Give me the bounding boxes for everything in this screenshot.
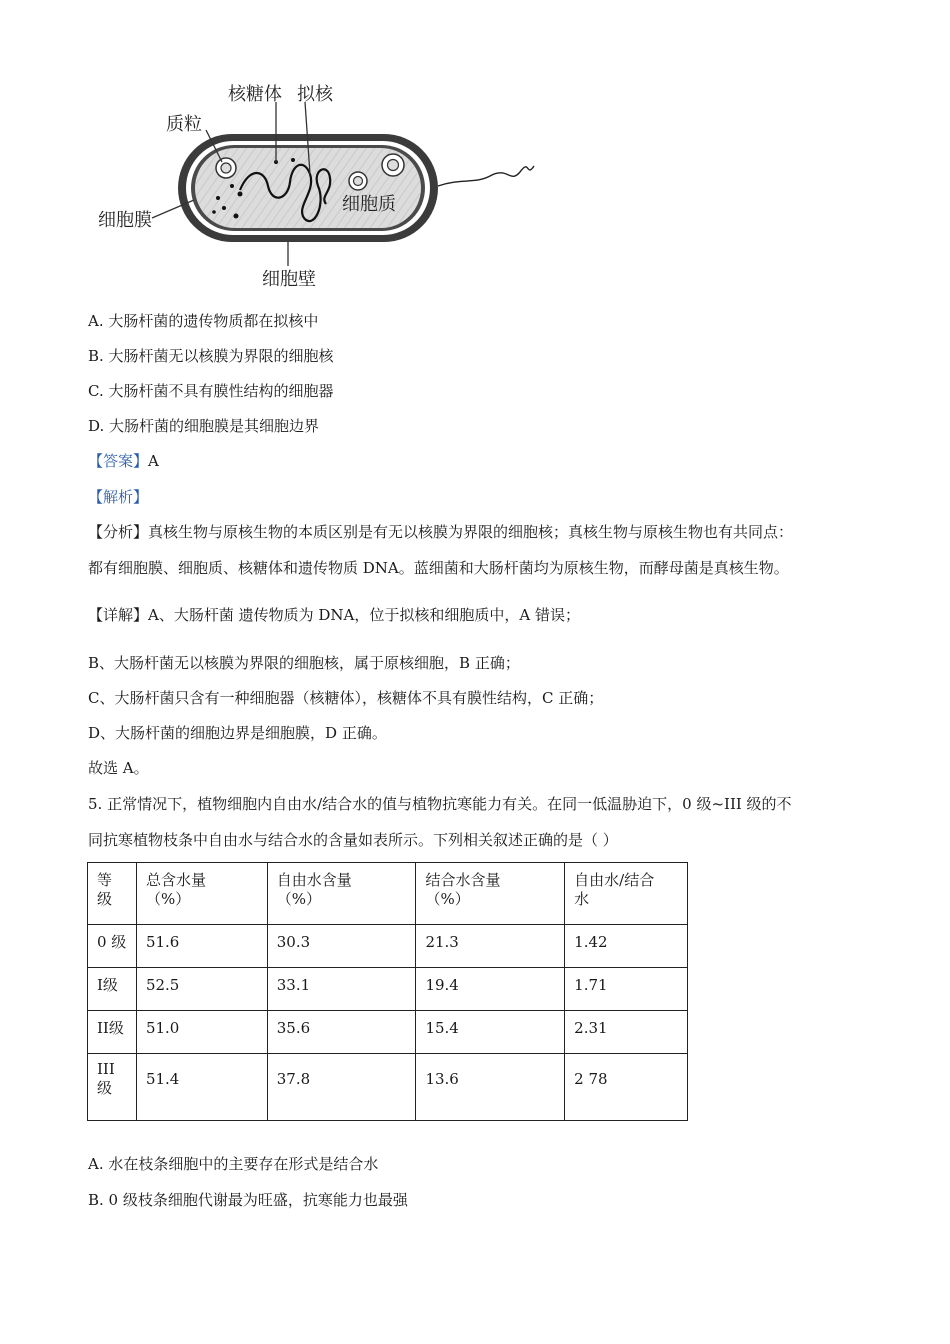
- q5-stem-1: 5. 正常情况下，植物细胞内自由水/结合水的值与植物抗寒能力有关。在同一低温胁迫下，0 级~III 级的不: [88, 795, 792, 813]
- header-cell: 结合水含量 （%）: [416, 863, 565, 925]
- bacterium-diagram: [90, 78, 560, 293]
- xiangjie-line-a: [88, 605, 580, 625]
- header-cell: 总含水量 （%）: [136, 863, 267, 925]
- fenxi-line-1: [88, 522, 793, 542]
- table-row: [88, 925, 688, 968]
- xiangjie-line-b: B、大肠杆菌无以核膜为界限的细胞核，属于原核细胞，B 正确；: [88, 654, 520, 672]
- table-cell: 37.8: [267, 1054, 416, 1121]
- table-cell: 35.6: [267, 1011, 416, 1054]
- flagellum: [438, 166, 534, 186]
- header-cell: 等 级: [88, 863, 137, 925]
- table-cell: I级: [88, 968, 137, 1011]
- table-cell: 51.6: [136, 925, 267, 968]
- label-cell-membrane: 细胞膜: [98, 210, 152, 231]
- fenxi-tag: 【分析】: [88, 523, 149, 541]
- table-cell: 52.5: [136, 968, 267, 1011]
- q4-option-d: D. 大肠杆菌的细胞膜是其细胞边界: [88, 417, 320, 435]
- table-cell: 1.42: [565, 925, 688, 968]
- q4-option-c: C. 大肠杆菌不具有膜性结构的细胞器: [88, 382, 334, 400]
- conclusion: 故选 A。: [88, 759, 149, 777]
- table-cell: 2.31: [565, 1011, 688, 1054]
- xiangjie-line-d: D、大肠杆菌的细胞边界是细胞膜，D 正确。: [88, 724, 387, 742]
- header-cell: 自由水含量 （%）: [267, 863, 416, 925]
- fenxi-text-1: 真核生物与原核生物的本质区别是有无以核膜为界限的细胞核；真核生物与原核生物也有共同点：: [148, 523, 794, 541]
- label-cytoplasm: 细胞质: [342, 194, 396, 215]
- table-cell: 13.6: [416, 1054, 565, 1121]
- xiangjie-line-c: C、大肠杆菌只含有一种细胞器（核糖体），核糖体不具有膜性结构，C 正确；: [88, 689, 604, 707]
- table-header-row: [88, 863, 688, 925]
- header-cell: 自由水/结合 水: [565, 863, 688, 925]
- table-cell: 33.1: [267, 968, 416, 1011]
- table-cell: 15.4: [416, 1011, 565, 1054]
- answer-value: A: [148, 452, 159, 470]
- q5-option-a: A. 水在枝条细胞中的主要存在形式是结合水: [88, 1155, 379, 1173]
- table-cell: 19.4: [416, 968, 565, 1011]
- water-content-table: [87, 862, 688, 1121]
- q5-option-b: B. 0 级枝条细胞代谢最为旺盛，抗寒能力也最强: [88, 1191, 408, 1209]
- analysis-tag: 【解析】: [88, 488, 149, 506]
- answer-tag: 【答案】: [88, 452, 149, 470]
- table-cell: 30.3: [267, 925, 416, 968]
- table-cell: III 级: [88, 1054, 137, 1121]
- table-row: [88, 968, 688, 1011]
- table-cell: 1.71: [565, 968, 688, 1011]
- table-row: [88, 1054, 688, 1121]
- q5-stem-2: 同抗寒植物枝条中自由水与结合水的含量如表所示。下列相关叙述正确的是（ ）: [88, 831, 618, 849]
- label-ribosome: 核糖体: [228, 84, 282, 105]
- table-row: [88, 1011, 688, 1054]
- table-cell: II级: [88, 1011, 137, 1054]
- table-cell: 21.3: [416, 925, 565, 968]
- xiangjie-tag: 【详解】: [88, 606, 149, 624]
- table-cell: 0 级: [88, 925, 137, 968]
- analysis-heading: [88, 487, 148, 507]
- answer-line: [88, 451, 159, 471]
- label-plasmid: 质粒: [166, 114, 202, 135]
- q4-option-b: B. 大肠杆菌无以核膜为界限的细胞核: [88, 347, 334, 365]
- table-cell: 51.0: [136, 1011, 267, 1054]
- xiangjie-text-a: A、大肠杆菌 遗传物质为 DNA，位于拟核和细胞质中，A 错误；: [148, 606, 580, 624]
- table-cell: 51.4: [136, 1054, 267, 1121]
- label-nucleoid: 拟核: [297, 84, 333, 105]
- q4-option-a: A. 大肠杆菌的遗传物质都在拟核中: [88, 312, 319, 330]
- table-cell: 2 78: [565, 1054, 688, 1121]
- fenxi-line-2: 都有细胞膜、细胞质、核糖体和遗传物质 DNA。蓝细菌和大肠杆菌均为原核生物，而酵母菌是真核生物。: [88, 559, 789, 577]
- label-cell-wall: 细胞壁: [262, 269, 316, 290]
